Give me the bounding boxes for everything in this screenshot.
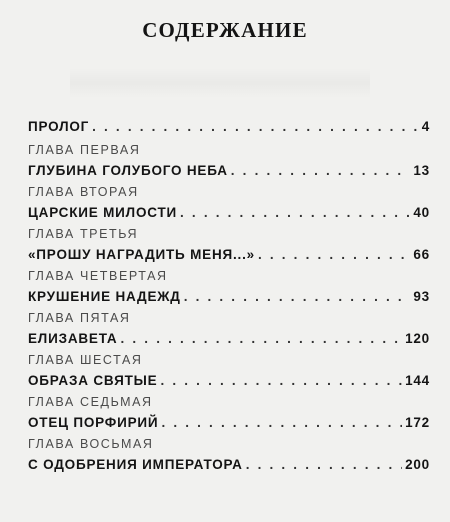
chapter-label: ГЛАВА ВОСЬМАЯ	[28, 437, 154, 451]
chapter-label: ГЛАВА ТРЕТЬЯ	[28, 227, 139, 241]
toc-entry-title: ОБРАЗА СВЯТЫЕ	[28, 373, 158, 388]
dot-leader	[160, 373, 402, 388]
toc-entry-title: «ПРОШУ НАГРАДИТЬ МЕНЯ...»	[28, 247, 255, 262]
toc-entry	[28, 437, 430, 479]
dot-leader	[180, 205, 410, 220]
dot-leader	[231, 163, 411, 178]
toc-page-number: 200	[405, 457, 430, 472]
toc-entry	[28, 227, 430, 269]
dot-leader	[258, 247, 410, 262]
chapter-label: ГЛАВА ПЯТАЯ	[28, 311, 131, 325]
toc-entry-title: ПРОЛОГ	[28, 119, 90, 134]
chapter-label: ГЛАВА СЕДЬМАЯ	[28, 395, 153, 409]
toc-entry	[28, 185, 430, 227]
toc-entry	[28, 353, 430, 395]
toc-page-number: 93	[413, 289, 430, 304]
bleed-through-shadow	[70, 68, 370, 98]
dot-leader	[92, 119, 419, 134]
toc-entry	[28, 395, 430, 437]
toc-entry	[28, 143, 430, 185]
toc-page-number: 4	[421, 119, 430, 134]
toc-entry	[28, 311, 430, 353]
dot-leader	[121, 331, 403, 346]
toc-entry-title: ЦАРСКИЕ МИЛОСТИ	[28, 205, 178, 220]
dot-leader	[161, 415, 402, 430]
chapter-label: ГЛАВА ЧЕТВЕРТАЯ	[28, 269, 168, 283]
toc-entry	[28, 113, 430, 143]
table-of-contents	[28, 113, 430, 479]
toc-entry	[28, 269, 430, 311]
chapter-label: ГЛАВА ШЕСТАЯ	[28, 353, 143, 367]
toc-page-number: 13	[413, 163, 430, 178]
toc-page-number: 120	[405, 331, 430, 346]
toc-entry-title: С ОДОБРЕНИЯ ИМПЕРАТОРА	[28, 457, 243, 472]
toc-entry-title: ГЛУБИНА ГОЛУБОГО НЕБА	[28, 163, 228, 178]
dot-leader	[246, 457, 402, 472]
toc-page-number: 172	[405, 415, 430, 430]
toc-page-number: 40	[413, 205, 430, 220]
chapter-label: ГЛАВА ВТОРАЯ	[28, 185, 139, 199]
toc-entry-title: ОТЕЦ ПОРФИРИЙ	[28, 415, 159, 430]
chapter-label: ГЛАВА ПЕРВАЯ	[28, 143, 141, 157]
toc-page-number: 144	[405, 373, 430, 388]
toc-entry-title: КРУШЕНИЕ НАДЕЖД	[28, 289, 181, 304]
page-title: СОДЕРЖАНИЕ	[142, 18, 308, 42]
toc-entry-title: ЕЛИЗАВЕТА	[28, 331, 118, 346]
dot-leader	[184, 289, 411, 304]
toc-page-number: 66	[413, 247, 430, 262]
